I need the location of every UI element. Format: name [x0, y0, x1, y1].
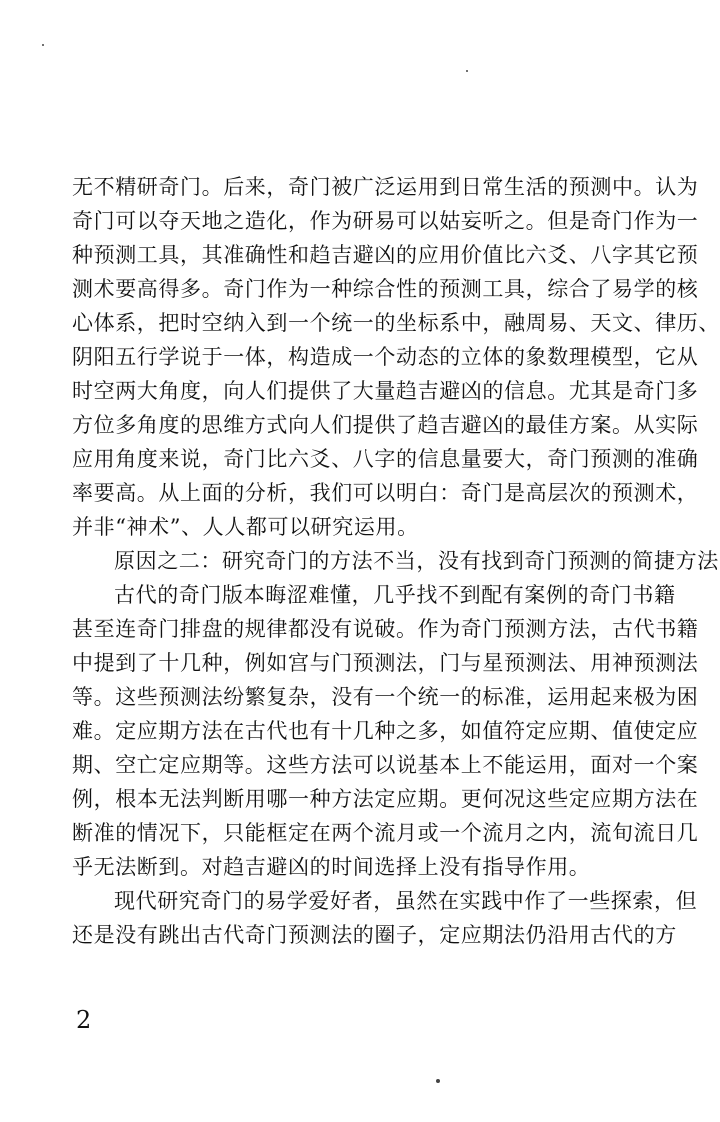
- text-line: 断准的情况下，只能框定在两个流月或一个流月之内，流旬流日几: [72, 821, 699, 845]
- text-line: 期、空亡定应期等。这些方法可以说基本上不能运用，面对一个案: [72, 753, 699, 777]
- text-line: 测术要高得多。奇门作为一种综合性的预测工具，综合了易学的核: [72, 277, 699, 301]
- text-line: 难。定应期方法在古代也有十几种之多，如值符定应期、值使定应: [72, 719, 699, 743]
- paragraph: [72, 578, 676, 612]
- text-line: 方位多角度的思维方式向人们提供了趋吉避凶的最佳方案。从实际: [72, 413, 699, 437]
- paragraph: [72, 544, 719, 578]
- scan-speck: [42, 44, 44, 46]
- text-line: 种预测工具，其准确性和趋吉避凶的应用价值比六爻、八字其它预: [72, 243, 699, 267]
- text-line: 阴阳五行学说于一体，构造成一个动态的立体的象数理模型，它从: [72, 345, 699, 369]
- text-line: 奇门可以夺天地之造化，作为研易可以姑妄听之。但是奇门作为一: [72, 209, 699, 233]
- text-line: 应用角度来说，奇门比六爻、八字的信息量要大，奇门预测的准确: [72, 447, 699, 471]
- paragraph: [72, 918, 677, 952]
- text-line: 无不精研奇门。后来，奇门被广泛运用到日常生活的预测中。认为: [72, 175, 699, 199]
- paragraph: [72, 170, 720, 544]
- page-number: 2: [76, 1006, 92, 1034]
- text-line: 时空两大角度，向人们提供了大量趋吉避凶的信息。尤其是奇门多: [72, 379, 699, 403]
- paragraph: [72, 884, 698, 918]
- text-line: 古代的奇门版本晦涩难懂，几乎找不到配有案例的奇门书籍: [114, 583, 676, 607]
- paragraph: [72, 612, 699, 884]
- text-line: 例，根本无法判断用哪一种方法定应期。更何况这些定应期方法在: [72, 787, 699, 811]
- body-text: [72, 170, 720, 952]
- scan-speck: [436, 1079, 440, 1083]
- text-line: 等。这些预测法纷繁复杂，没有一个统一的标准，运用起来极为困: [72, 685, 699, 709]
- text-line: 乎无法断到。对趋吉避凶的时间选择上没有指导作用。: [72, 855, 591, 879]
- text-line: 甚至连奇门排盘的规律都没有说破。作为奇门预测方法，古代书籍: [72, 617, 699, 641]
- text-line: 还是没有跳出古代奇门预测法的圈子，定应期法仍沿用古代的方: [72, 923, 677, 947]
- text-line: 率要高。从上面的分析，我们可以明白：奇门是高层次的预测术，: [72, 481, 699, 505]
- text-line: 原因之二：研究奇门的方法不当，没有找到奇门预测的简捷方法: [114, 549, 719, 573]
- text-line: 心体系，把时空纳入到一个统一的坐标系中，融周易、天文、律历、: [72, 311, 720, 335]
- text-line: 中提到了十几种，例如宫与门预测法，门与星预测法、用神预测法: [72, 651, 699, 675]
- scan-speck: [466, 70, 468, 72]
- text-line: 并非“神术”、人人都可以研究运用。: [72, 515, 419, 539]
- text-line: 现代研究奇门的易学爱好者，虽然在实践中作了一些探索，但: [114, 889, 698, 913]
